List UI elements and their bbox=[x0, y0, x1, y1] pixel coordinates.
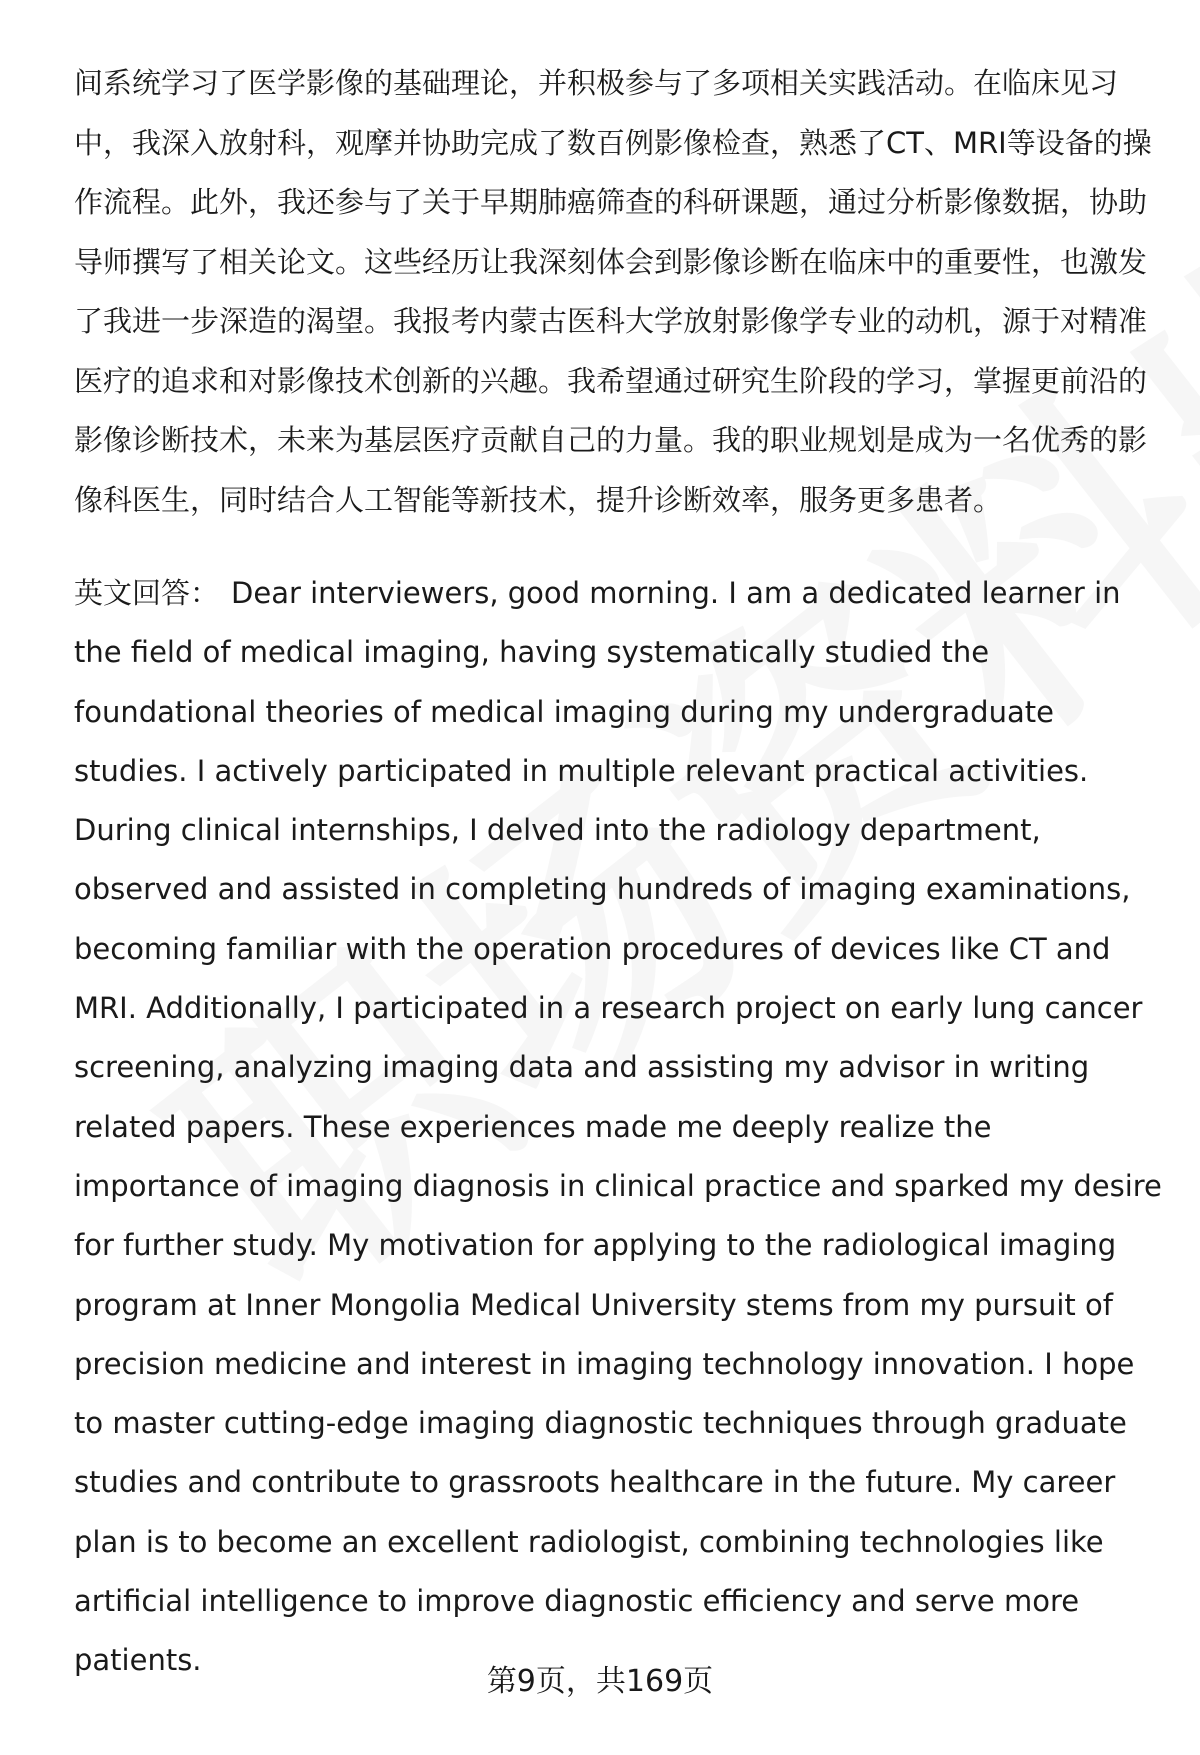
page-indicator: 第9页，共169页 bbox=[486, 1664, 714, 1699]
chinese-answer-paragraph: 间系统学习了医学影像的基础理论，并积极参与了多项相关实践活动。在临床见习中，我深入放射科，观摩并协助完成了数百例影像检查，熟悉了CT、MRI等设备的操作流程。此外，我还参与了关于早期肺癌筛查的科研课题，通过分析影像数据，协助导师撰写了相关论文。这些经历让我深刻体会到影像诊断在临床中的重要性，也激发了我进一步深造的渴望。我报考内蒙古医科大学放射影像学专业的动机，源于对精准医疗的追求和对影像技术创新的兴趣。我希望通过研究生阶段的学习，掌握更前沿的影像诊断技术，未来为基层医疗贡献自己的力量。我的职业规划是成为一名优秀的影像科医生，同时结合人工智能等新技术，提升诊断效率，服务更多患者。 bbox=[74, 66, 1152, 517]
english-answer-paragraph bbox=[74, 564, 1164, 1691]
english-answer-label: 英文回答： bbox=[74, 576, 220, 610]
document-body bbox=[74, 54, 1164, 1691]
english-answer-text: Dear interviewers, good morning. I am a dedicated learner in the field of medical imaging, having systematically studied the foundational theories of medical imaging during my undergraduate studies. I actively participated in multiple relevant practical activities. During clinical internships, I delved into the radiology department, observed and assisted in completing hundreds of imaging examinations, becoming familiar with the operation procedures of devices like CT and MRI. Additionally, I participated in a research project on early lung cancer screening, analyzing imaging data and assisting my advisor in writing related papers. These experiences made me deeply realize the importance of imaging diagnosis in clinical practice and sparked my desire for further study. My motivation for applying to the radiological imaging program at Inner Mongolia Medical University stems from my pursuit of precision medicine and interest in imaging technology innovation. I hope to master cutting-edge imaging diagnostic techniques through graduate studies and contribute to grassroots healthcare in the future. My career plan is to become an excellent radiologist, combining technologies like artificial intelligence to improve diagnostic efficiency and serve more patients. bbox=[74, 576, 1162, 1678]
